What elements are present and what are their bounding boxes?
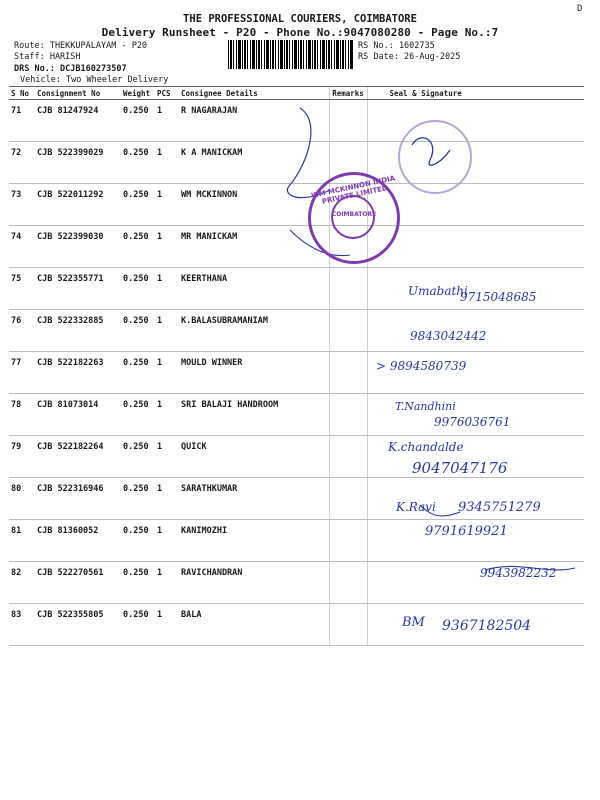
col-sno: S No [9,87,35,100]
cell-consignee: R NAGARAJAN [179,100,329,142]
handwriting-78-name: T.Nandhini [395,400,456,413]
cell-consignment: CJB 522011292 [35,184,121,226]
cell-consignment: CJB 522355805 [35,604,121,646]
cell-sno: 81 [9,520,35,562]
cell-weight: 0.250 [121,184,155,226]
col-pcs: PCS [155,87,179,100]
company-stamp [308,172,400,264]
cell-consignee: BALA [179,604,329,646]
cell-weight: 0.250 [121,478,155,520]
handwriting-81-phone2: 9791619921 [425,524,508,539]
cell-consignment: CJB 522270561 [35,562,121,604]
col-seal: Seal & Signature [367,87,584,100]
rs-number: RS No.: 1602735 [358,41,435,51]
cell-consignee: SRI BALAJI HANDROOM [179,394,329,436]
cell-consignee: RAVICHANDRAN [179,562,329,604]
stamp-ring-text: WM MCKINNON INDIA PRIVATE LIMITED [310,174,396,206]
vehicle-label: Vehicle: Two Wheeler Delivery [20,75,169,85]
cell-sno: 83 [9,604,35,646]
cell-pcs: 1 [155,562,179,604]
rs-date: RS Date: 26-Aug-2025 [358,52,461,62]
cell-sno: 73 [9,184,35,226]
cell-pcs: 1 [155,268,179,310]
cell-consignee: MOULD WINNER [179,352,329,394]
cell-consignment: CJB 522332885 [35,310,121,352]
handwriting-75-phone: 9715048685 [460,290,537,304]
handwriting-75-name: Umabathi [408,284,468,298]
cell-consignee: K A MANICKAM [179,142,329,184]
cell-consignee: QUICK [179,436,329,478]
handwriting-78-phone: 9976036761 [434,415,511,429]
cell-pcs: 1 [155,352,179,394]
cell-consignment: CJB 522399029 [35,142,121,184]
cell-consignee: SARATHKUMAR [179,478,329,520]
drs-label: DRS No.: DCJB160273507 [14,64,127,74]
cell-consignee: K.BALASUBRAMANIAM [179,310,329,352]
handwriting-81-phone: 9345751279 [458,500,541,515]
cell-weight: 0.250 [121,520,155,562]
cell-weight: 0.250 [121,394,155,436]
cell-weight: 0.250 [121,604,155,646]
cell-consignment: CJB 522399030 [35,226,121,268]
cell-sno: 75 [9,268,35,310]
handwriting-77: > 9894580739 [376,359,467,373]
handwriting-83-name: BM [402,615,425,630]
cell-consignment: CJB 81360052 [35,520,121,562]
cell-consignment: CJB 522182263 [35,352,121,394]
cell-pcs: 1 [155,394,179,436]
col-weight: Weight [121,87,155,100]
cell-pcs: 1 [155,310,179,352]
company-title: THE PROFESSIONAL COURIERS, COIMBATORE [183,13,417,25]
cell-sno: 78 [9,394,35,436]
cell-weight: 0.250 [121,310,155,352]
cell-consignee: WM MCKINNON [179,184,329,226]
handwriting-82: 9943982232 [480,566,557,580]
col-consignee: Consignee Details [179,87,329,100]
cell-pcs: 1 [155,520,179,562]
cell-weight: 0.250 [121,142,155,184]
cell-weight: 0.250 [121,562,155,604]
cell-weight: 0.250 [121,436,155,478]
cell-consignment: CJB 522316946 [35,478,121,520]
cell-pcs: 1 [155,604,179,646]
col-consignment: Consignment No [35,87,121,100]
cell-weight: 0.250 [121,100,155,142]
cell-weight: 0.250 [121,268,155,310]
cell-sno: 80 [9,478,35,520]
col-remarks: Remarks [329,87,367,100]
cell-sno: 71 [9,100,35,142]
cell-sno: 82 [9,562,35,604]
cell-weight: 0.250 [121,352,155,394]
handwriting-81-name: K.Ravi [396,500,436,514]
cell-consignment: CJB 81073014 [35,394,121,436]
cell-consignment: CJB 522355771 [35,268,121,310]
stamp-center-text: COIMBATORE [331,211,377,218]
runsheet-title: Delivery Runsheet - P20 - Phone No.:9047080280 - Page No.:7 [101,26,499,39]
cell-pcs: 1 [155,184,179,226]
cell-sno: 79 [9,436,35,478]
cell-consignment: CJB 81247924 [35,100,121,142]
cell-pcs: 1 [155,436,179,478]
cell-consignee: KEERTHANA [179,268,329,310]
cell-pcs: 1 [155,478,179,520]
handwriting-83-phone: 9367182504 [442,618,532,634]
cell-pcs: 1 [155,226,179,268]
cell-pcs: 1 [155,100,179,142]
cell-sno: 77 [9,352,35,394]
cell-consignee: KANIMOZHI [179,520,329,562]
handwriting-79-phone: 9047047176 [412,459,508,477]
cell-weight: 0.250 [121,226,155,268]
cell-consignment: CJB 522182264 [35,436,121,478]
cell-sno: 74 [9,226,35,268]
cell-sno: 76 [9,310,35,352]
cell-pcs: 1 [155,142,179,184]
route-label: Route: THEKKUPALAYAM - P20 [14,41,148,51]
cell-consignee: MR MANICKAM [179,226,329,268]
cell-sno: 72 [9,142,35,184]
handwriting-79-name: K.chandalde [388,440,464,454]
staff-label: Staff: HARISH [14,52,81,62]
handwriting-76-phone: 9843042442 [410,329,487,343]
page-corner-mark: D [577,4,583,14]
